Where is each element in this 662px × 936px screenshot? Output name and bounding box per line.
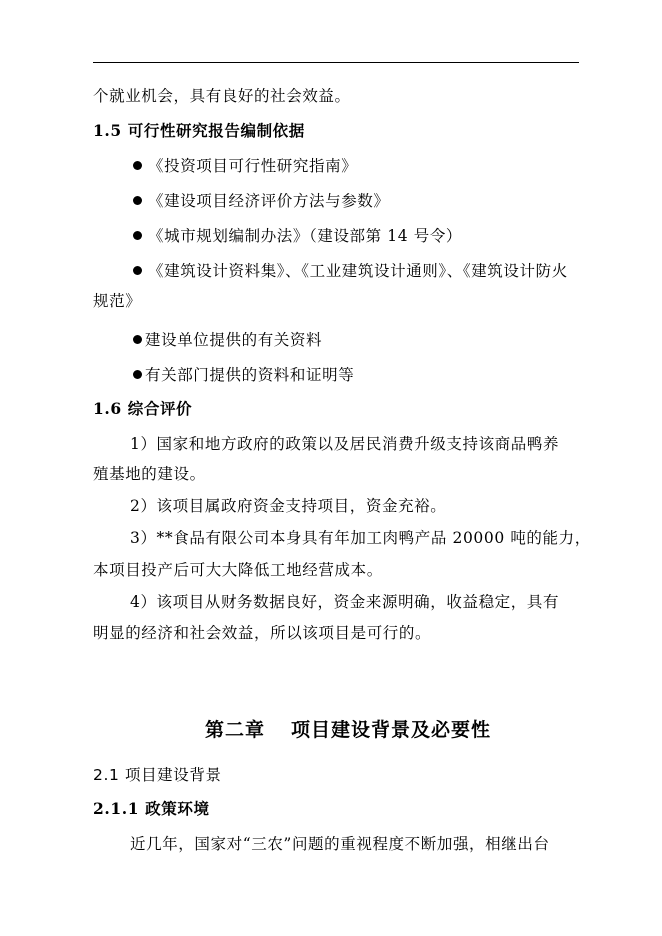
evaluation-line-1: 1）国家和地方政府的政策以及居民消费升级支持该商品鸭养 — [130, 435, 560, 453]
basis-item-2-text: 《建设项目经济评价方法与参数》 — [148, 192, 390, 210]
section-1-5-heading: 1.5 可行性研究报告编制依据 — [93, 121, 305, 140]
evaluation-line-3: 2）该项目属政府资金支持项目，资金充裕。 — [130, 497, 447, 515]
bullet-icon — [133, 161, 142, 170]
evaluation-line-2: 殖基地的建设。 — [93, 465, 206, 483]
basis-item-5 — [133, 330, 322, 350]
basis-item-1-text: 《投资项目可行性研究指南》 — [148, 157, 358, 175]
paragraph-continuation: 个就业机会，具有良好的社会效益。 — [93, 87, 351, 105]
basis-item-6 — [133, 365, 354, 385]
evaluation-line-5: 本项目投产后可大大降低工地经营成本。 — [93, 561, 383, 579]
bullet-icon — [133, 370, 142, 379]
section-1-6-heading: 1.6 综合评价 — [93, 399, 193, 418]
basis-item-3 — [133, 226, 462, 246]
basis-item-4-text: 《建筑设计资料集》、《工业建筑设计通则》、《建筑设计防火 — [148, 262, 568, 280]
section-2-1-heading: 2.1 项目建设背景 — [93, 766, 222, 784]
chapter-title: 项目建设背景及必要性 — [291, 719, 492, 741]
bullet-icon — [133, 231, 142, 240]
bullet-icon — [133, 266, 142, 275]
chapter-number: 第二章 — [205, 719, 266, 741]
chapter-heading — [205, 718, 491, 742]
evaluation-line-6: 4）该项目从财务数据良好，资金来源明确，收益稳定，具有 — [130, 593, 560, 611]
basis-item-6-text: 有关部门提供的资料和证明等 — [145, 366, 355, 384]
basis-item-4-continuation: 规范》 — [93, 292, 142, 310]
basis-item-4 — [133, 261, 568, 281]
basis-item-2 — [133, 191, 390, 211]
policy-paragraph-line-1: 近几年，国家对“三农”问题的重视程度不断加强，相继出台 — [130, 835, 550, 853]
section-2-1-1-heading: 2.1.1 政策环境 — [93, 799, 210, 818]
evaluation-line-4: 3）**食品有限公司本身具有年加工肉鸭产品 20000 吨的能力， — [130, 529, 591, 547]
bullet-icon — [133, 196, 142, 205]
bullet-icon — [133, 335, 142, 344]
basis-item-1 — [133, 156, 357, 176]
evaluation-line-7: 明显的经济和社会效益，所以该项目是可行的。 — [93, 624, 432, 642]
basis-item-5-text: 建设单位提供的有关资料 — [145, 331, 323, 349]
basis-item-3-text: 《城市规划编制办法》（建设部第 14 号令） — [148, 227, 463, 245]
header-rule — [93, 62, 579, 63]
